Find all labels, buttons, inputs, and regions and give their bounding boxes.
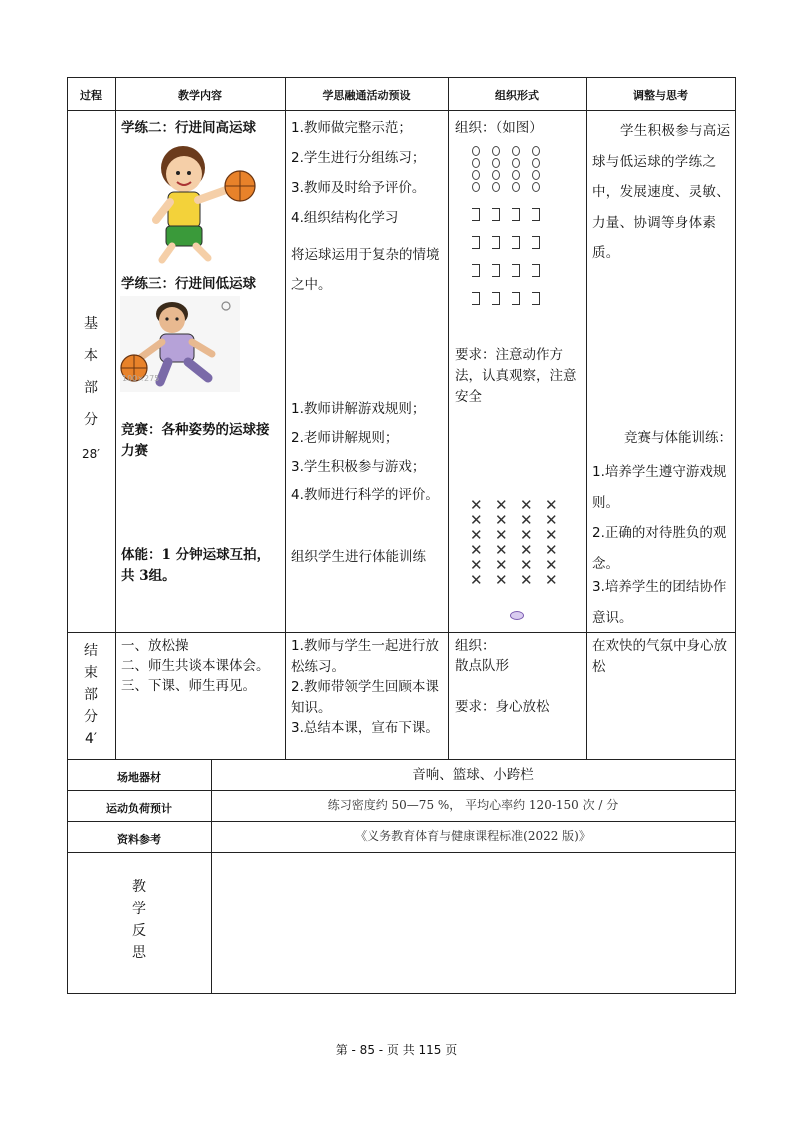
col-divider-2 xyxy=(285,77,286,760)
reflection-input-area[interactable] xyxy=(212,853,735,993)
activity-step: 3.教师及时给予评价。 xyxy=(291,180,426,196)
ref-label: 资料参考 xyxy=(117,833,161,846)
student-cross-marker: ✕ xyxy=(495,526,508,544)
col-divider-4 xyxy=(586,77,587,760)
basic-part-label xyxy=(67,308,115,436)
end-adjust-text: 在欢快的气氛中身心放松 xyxy=(592,638,727,675)
student-cross-marker: ✕ xyxy=(545,541,558,559)
image-watermark: 100×275 xyxy=(122,374,160,383)
reflection-char: 反 xyxy=(132,923,146,939)
adjust-point: 2.正确的对待胜负的观念。 xyxy=(592,525,727,572)
student-cross-marker: ✕ xyxy=(545,526,558,544)
formation-diagram-crosses xyxy=(470,498,570,598)
hurdle-marker xyxy=(532,292,540,305)
venue-value: 音响、篮球、小跨栏 xyxy=(412,767,534,783)
basic-label-char: 基 xyxy=(84,316,98,332)
hurdle-marker xyxy=(532,264,540,277)
reflection-char: 教 xyxy=(132,879,146,895)
student-cross-marker: ✕ xyxy=(545,556,558,574)
hurdle-marker xyxy=(492,236,500,249)
student-cross-marker: ✕ xyxy=(520,541,533,559)
end-part-time: 4′ xyxy=(84,731,98,747)
header-process: 过程 xyxy=(80,89,102,102)
end-label-char: 部 xyxy=(84,687,98,703)
competition-title: 竞赛：各种姿势的运球接力赛 xyxy=(121,422,270,459)
student-cross-marker: ✕ xyxy=(495,541,508,559)
teacher-marker xyxy=(510,611,524,620)
end-part-label xyxy=(67,640,115,750)
player-eye xyxy=(165,317,168,320)
hurdle-marker xyxy=(492,292,500,305)
student-marker xyxy=(492,146,500,156)
student-cross-marker: ✕ xyxy=(470,511,483,529)
hurdle-marker xyxy=(472,208,480,221)
student-cross-marker: ✕ xyxy=(520,496,533,514)
adjust-point: 3.培养学生的团结协作意识。 xyxy=(592,579,727,626)
end-content-item: 二、师生共谈本课体会。 xyxy=(121,658,270,674)
dribbler-eye xyxy=(176,171,180,175)
student-cross-marker: ✕ xyxy=(470,496,483,514)
header-activity: 学思融通活动预设 xyxy=(322,89,411,102)
student-marker xyxy=(472,182,480,192)
student-marker xyxy=(532,146,540,156)
hurdle-marker xyxy=(472,236,480,249)
dribbler-arm xyxy=(198,190,226,200)
student-cross-marker: ✕ xyxy=(495,511,508,529)
load-value: 练习密度约 50—75 %， 平均心率约 120-150 次 / 分 xyxy=(327,798,619,812)
hurdle-marker xyxy=(512,208,520,221)
game-step: 4.教师进行科学的评价。 xyxy=(291,487,439,503)
load-divider xyxy=(67,821,736,822)
hurdle-marker xyxy=(532,236,540,249)
student-cross-marker: ✕ xyxy=(495,496,508,514)
drill3-title: 学练三：行进间低运球 xyxy=(121,276,256,292)
activity-step: 1.教师做完整示范； xyxy=(291,120,412,136)
player-face xyxy=(159,307,185,333)
end-activity-item: 3.总结本课，宣布下课。 xyxy=(291,720,439,736)
student-cross-marker: ✕ xyxy=(520,511,533,529)
reflection-char: 学 xyxy=(132,901,146,917)
reflection-char: 思 xyxy=(132,945,146,961)
table-border-left xyxy=(67,77,68,994)
adjust-point: 1.培养学生遵守游戏规则。 xyxy=(592,464,727,511)
game-step: 2.老师讲解规则； xyxy=(291,430,399,446)
hurdle-marker xyxy=(512,292,520,305)
drill2-title: 学练二：行进间高运球 xyxy=(121,120,256,136)
student-cross-marker: ✕ xyxy=(470,571,483,589)
header-organization: 组织形式 xyxy=(495,89,539,102)
org-requirement: 要求：注意动作方法，认真观察，注意安全 xyxy=(455,347,577,405)
student-cross-marker: ✕ xyxy=(495,556,508,574)
student-cross-marker: ✕ xyxy=(470,541,483,559)
page-number: 第 - 85 - 页 共 115 页 xyxy=(335,1043,458,1057)
dribbler-leg xyxy=(162,246,172,260)
basic-label-char: 部 xyxy=(84,380,98,396)
venue-divider xyxy=(67,790,736,791)
end-label-char: 分 xyxy=(84,709,98,725)
basic-label-char: 本 xyxy=(84,348,98,364)
load-label: 运动负荷预计 xyxy=(106,802,172,815)
student-marker xyxy=(492,182,500,192)
basic-part-time: 28′ xyxy=(82,447,100,461)
hurdle-marker xyxy=(512,264,520,277)
end-label-char: 束 xyxy=(84,665,98,681)
student-marker xyxy=(512,146,520,156)
student-marker xyxy=(512,182,520,192)
end-label-char: 结 xyxy=(84,643,98,659)
activity-step: 4.组织结构化学习 xyxy=(291,210,399,226)
formation-diagram-circles xyxy=(472,146,552,196)
student-cross-marker: ✕ xyxy=(495,571,508,589)
student-cross-marker: ✕ xyxy=(545,496,558,514)
activity-step: 将运球运用于复杂的情境之中。 xyxy=(291,247,440,293)
end-org-formation: 散点队形 xyxy=(455,658,509,674)
end-activity-item: 2.教师带领学生回顾本课知识。 xyxy=(291,679,439,716)
dribbler-eye xyxy=(187,171,191,175)
student-cross-marker: ✕ xyxy=(520,526,533,544)
student-marker xyxy=(472,170,480,180)
activity-step: 2.学生进行分组练习； xyxy=(291,150,426,166)
student-marker xyxy=(512,158,520,168)
ref-value: 《义务教育体育与健康课程标准(2022 版)》 xyxy=(355,829,591,843)
high-dribble-illustration xyxy=(128,140,263,265)
header-adjust: 调整与思考 xyxy=(633,89,688,102)
game-step: 3.学生积极参与游戏； xyxy=(291,459,426,475)
dribbler-face xyxy=(166,156,202,192)
hurdle-marker xyxy=(532,208,540,221)
header-divider xyxy=(67,110,736,111)
end-activity-item: 1.教师与学生一起进行放松练习。 xyxy=(291,638,439,675)
header-content: 教学内容 xyxy=(178,89,222,102)
reflection-label xyxy=(67,876,211,964)
hurdle-marker xyxy=(512,236,520,249)
adjust-heading-2: 竞赛与体能训练： xyxy=(624,430,732,446)
hurdle-marker xyxy=(472,264,480,277)
student-cross-marker: ✕ xyxy=(470,556,483,574)
student-cross-marker: ✕ xyxy=(545,511,558,529)
student-cross-marker: ✕ xyxy=(545,571,558,589)
org-title: 组织：（如图） xyxy=(455,120,543,136)
student-marker xyxy=(492,158,500,168)
hurdle-marker xyxy=(492,208,500,221)
fitness-title: 体能：1 分钟运球互拍，共 3组。 xyxy=(121,547,271,584)
player-eye xyxy=(175,317,178,320)
student-marker xyxy=(472,158,480,168)
hurdle-marker xyxy=(492,264,500,277)
col-divider-3 xyxy=(448,77,449,760)
venue-label: 场地器材 xyxy=(117,771,161,784)
end-bottom-divider xyxy=(67,759,736,760)
student-cross-marker: ✕ xyxy=(520,556,533,574)
table-border-right xyxy=(735,77,736,994)
hurdle-marker xyxy=(472,292,480,305)
student-marker xyxy=(472,146,480,156)
student-marker xyxy=(532,182,540,192)
dribbler-leg xyxy=(196,246,208,258)
basic-label-char: 分 xyxy=(84,412,98,428)
student-marker xyxy=(532,170,540,180)
table-border-bottom xyxy=(67,993,736,994)
end-content-item: 三、下课、师生再见。 xyxy=(121,678,256,694)
student-cross-marker: ✕ xyxy=(520,571,533,589)
adjust-text-1: 学生积极参与高运球与低运球的学练之中，发展速度、灵敏、力量、协调等身体素质。 xyxy=(592,123,731,261)
fitness-activity: 组织学生进行体能训练 xyxy=(291,549,426,565)
student-cross-marker: ✕ xyxy=(470,526,483,544)
end-content-item: 一、放松操 xyxy=(121,638,189,654)
end-org-title: 组织： xyxy=(455,638,496,654)
student-marker xyxy=(492,170,500,180)
student-marker xyxy=(512,170,520,180)
game-step: 1.教师讲解游戏规则； xyxy=(291,401,426,417)
end-org-requirement: 要求：身心放松 xyxy=(455,699,550,715)
student-marker xyxy=(532,158,540,168)
formation-diagram-hurdles xyxy=(472,208,552,308)
col-divider-1 xyxy=(115,77,116,760)
table-border-top xyxy=(67,77,736,78)
